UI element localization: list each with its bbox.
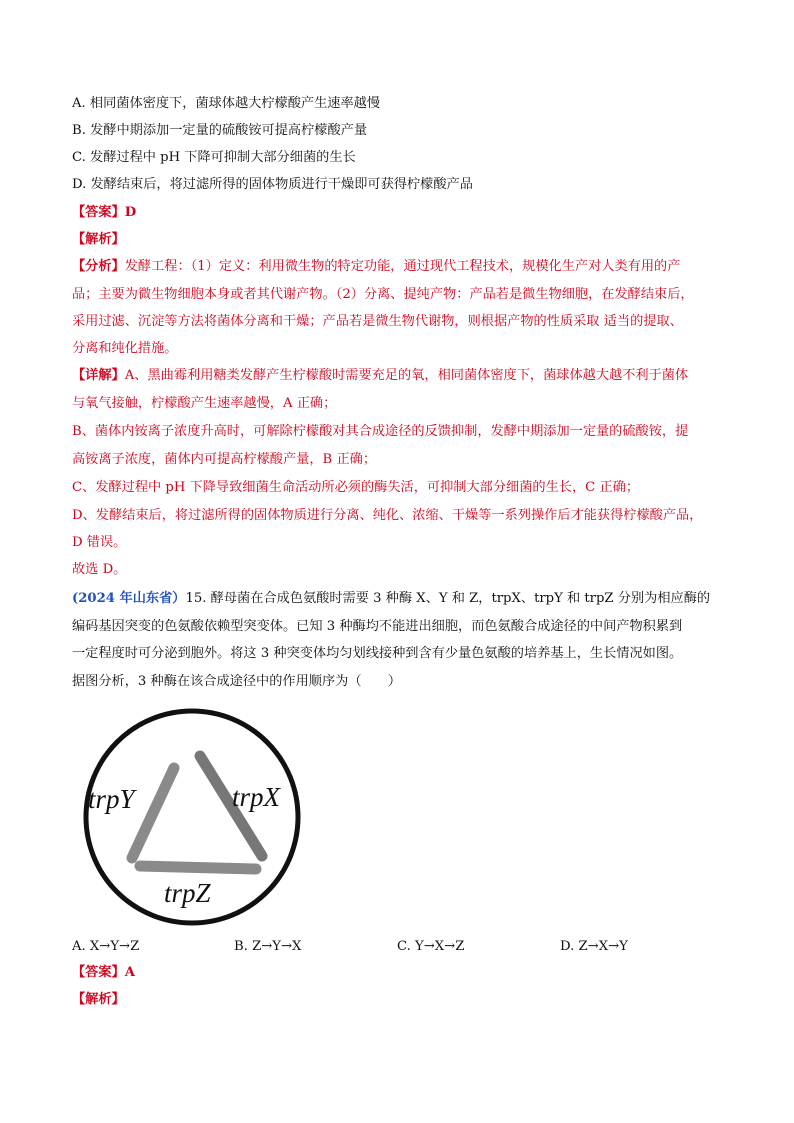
q15-answer-line <box>72 964 732 982</box>
q15-option-a: A. X→Y→Z <box>72 939 140 954</box>
q14-xiangjie-line-7: D 错误。 <box>72 535 127 550</box>
q14-fenxi-line-1 <box>72 258 732 276</box>
q15-line-2: 编码基因突变的色氨酸依赖型突变体。已知 3 种酶均不能进出细胞，而色氨酸合成途径的中间产物积累到 <box>72 619 683 634</box>
q14-xiangjie-line-8: 故选 D。 <box>72 562 127 577</box>
q15-option-c: C. Y→X→Z <box>397 939 465 954</box>
q14-xiangjie-line-5: C、发酵过程中 pH 下降导致细菌生命活动所必须的酶失活，可抑制大部分细菌的生长，C 正确； <box>72 480 640 495</box>
q14-xiangjie-line-1 <box>72 367 732 385</box>
answer-value: A <box>124 965 135 980</box>
xiangjie-tag: 【详解】 <box>72 368 125 383</box>
q15-option-b: B. Z→Y→X <box>234 939 302 954</box>
q15-text: 15. 酵母菌在合成色氨酸时需要 3 种酶 X、Y 和 Z，trpX、trpY 和 trpZ 分别为相应酶的 <box>185 591 711 606</box>
answer-value: D <box>124 205 137 220</box>
petri-dish-figure <box>76 706 308 928</box>
q15-jiexi-heading: 【解析】 <box>72 992 125 1007</box>
fenxi-tag: 【分析】 <box>72 259 125 274</box>
label-trpZ: trpZ <box>164 878 211 908</box>
answer-tag: 【答案】 <box>72 965 125 980</box>
q14-xiangjie-line-4: 高铵离子浓度，菌体内可提高柠檬酸产量，B 正确； <box>72 452 377 467</box>
q14-option-c: C. 发酵过程中 pH 下降可抑制大部分细菌的生长 <box>72 150 356 165</box>
q15-line-4: 据图分析，3 种酶在该合成途径中的作用顺序为（ ） <box>72 674 402 689</box>
q14-xiangjie-line-2: 与氧气接触，柠檬酸产生速率越慢，A 正确； <box>72 396 337 411</box>
q14-answer-line <box>72 204 732 222</box>
q15-option-d: D. Z→X→Y <box>560 939 628 954</box>
q15-line-3: 一定程度时可分泌到胞外。将这 3 种突变体均匀划线接种到含有少量色氨酸的培养基上，生长情况如图。 <box>72 646 683 661</box>
q14-option-b: B. 发酵中期添加一定量的硫酸铵可提高柠檬酸产量 <box>72 123 368 138</box>
streak-trpZ <box>140 866 256 869</box>
xiangjie-text: A、黑曲霉利用糖类发酵产生柠檬酸时需要充足的氧，相同菌体密度下，菌球体越大越不利于菌体 <box>124 368 689 383</box>
q15-source: (2024 年山东省） <box>72 591 186 606</box>
q14-jiexi-heading: 【解析】 <box>72 232 125 247</box>
q14-xiangjie-line-3: B、菌体内铵离子浓度升高时，可解除柠檬酸对其合成途径的反馈抑制，发酵中期添加一定量的硫酸铵，提 <box>72 424 689 439</box>
fenxi-text: 发酵工程：（1）定义：利用微生物的特定功能，通过现代工程技术，规模化生产对人类有用的产 <box>124 259 681 274</box>
q14-option-a: A. 相同菌体密度下，菌球体越大柠檬酸产生速率越慢 <box>72 96 381 111</box>
label-trpY: trpY <box>88 784 135 814</box>
q14-fenxi-line-2: 品；主要为微生物细胞本身或者其代谢产物。（2）分离、提纯产物：产品若是微生物细胞，在发酵结束后， <box>72 287 694 302</box>
q15-line-1 <box>72 590 732 608</box>
q14-fenxi-line-3: 采用过滤、沉淀等方法将菌体分离和干燥；产品若是微生物代谢物，则根据产物的性质采取 适当的提取、 <box>72 314 683 329</box>
q14-fenxi-line-4: 分离和纯化措施。 <box>72 341 178 356</box>
q14-option-d: D. 发酵结束后，将过滤所得的固体物质进行干燥即可获得柠檬酸产品 <box>72 177 473 192</box>
q14-xiangjie-line-6: D、发酵结束后，将过滤所得的固体物质进行分离、纯化、浓缩、干燥等一系列操作后才能获得柠檬酸产品， <box>72 508 703 523</box>
answer-tag: 【答案】 <box>72 205 125 220</box>
label-trpX: trpX <box>232 782 281 812</box>
